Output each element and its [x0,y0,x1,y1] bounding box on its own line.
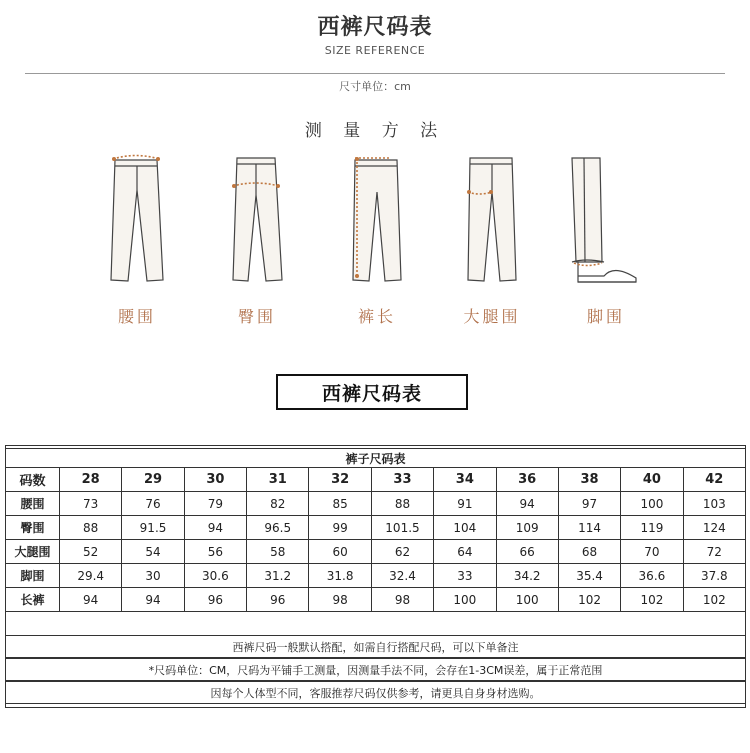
table-cell: 33 [434,564,496,588]
size-header: 32 [309,468,371,492]
table-cell: 97 [558,492,620,516]
table-cell: 31.8 [309,564,371,588]
table-cell: 109 [496,516,558,540]
table-header-row [6,468,746,492]
table-row [6,540,746,564]
figure-label-hip: 臀围 [237,307,276,326]
table-cell: 102 [683,588,745,612]
row-label: 臀围 [6,516,60,540]
size-header: 28 [60,468,122,492]
figure-label-length: 裤长 [357,307,396,326]
table-cell: 68 [558,540,620,564]
table-cell: 101.5 [371,516,433,540]
table-cell: 88 [371,492,433,516]
table-cell: 96.5 [247,516,309,540]
table-cell: 52 [60,540,122,564]
table-cell: 79 [184,492,246,516]
divider [25,73,725,74]
table-cell: 29.4 [60,564,122,588]
table-cell: 31.2 [247,564,309,588]
table-cell: 100 [496,588,558,612]
trousers-waist-icon [87,150,187,300]
table-cell: 96 [184,588,246,612]
table-cell: 88 [60,516,122,540]
table-cell: 35.4 [558,564,620,588]
table-row [6,492,746,516]
table-cell: 30.6 [184,564,246,588]
figure-label-hem: 脚围 [586,307,625,326]
note-line: 西裤尺码一般默认搭配，如需自行搭配尺码，可以下单备注 [5,635,746,658]
size-header: 30 [184,468,246,492]
note-line: 因每个人体型不同，客服推荐尺码仅供参考，请更具自身身材选购。 [5,681,746,704]
table-cell: 82 [247,492,309,516]
table-cell: 104 [434,516,496,540]
table-cell: 36.6 [621,564,683,588]
table-cell: 32.4 [371,564,433,588]
table-cell: 91.5 [122,516,184,540]
table-cell: 100 [621,492,683,516]
trousers-hem-icon [556,150,656,300]
table-cell: 37.8 [683,564,745,588]
size-header: 34 [434,468,496,492]
size-table [5,448,746,612]
trousers-thigh-icon [442,150,542,300]
note-line: *尺码单位：CM，尺码为平铺手工测量，因测量手法不同，会存在1-3CM误差，属于正常范围 [5,658,746,681]
figure-label-waist: 腰围 [117,307,156,326]
row-label: 脚围 [6,564,60,588]
table-cell: 58 [247,540,309,564]
table-cell: 66 [496,540,558,564]
figure-label-thigh: 大腿围 [463,307,521,326]
table-caption: 裤子尺码表 [6,449,746,468]
table-cell: 102 [558,588,620,612]
table-row [6,588,746,612]
table-cell: 73 [60,492,122,516]
table-cell: 30 [122,564,184,588]
table-cell: 119 [621,516,683,540]
size-header: 38 [558,468,620,492]
table-cell: 94 [122,588,184,612]
table-cell: 98 [371,588,433,612]
size-header: 36 [496,468,558,492]
row-label: 大腿围 [6,540,60,564]
table-cell: 94 [496,492,558,516]
table-row [6,516,746,540]
table-cell: 94 [184,516,246,540]
table-cell: 114 [558,516,620,540]
table-cell: 54 [122,540,184,564]
size-header: 33 [371,468,433,492]
table-cell: 100 [434,588,496,612]
table-cell: 72 [683,540,745,564]
table-row [6,564,746,588]
table-cell: 103 [683,492,745,516]
trousers-hip-icon [207,150,307,300]
table-cell: 70 [621,540,683,564]
table-cell: 91 [434,492,496,516]
table-cell: 64 [434,540,496,564]
table-cell: 99 [309,516,371,540]
table-cell: 85 [309,492,371,516]
table-cell: 56 [184,540,246,564]
table-cell: 124 [683,516,745,540]
header-label: 码数 [6,468,60,492]
table-cell: 60 [309,540,371,564]
size-chart-box-title: 西裤尺码表 [276,374,468,410]
table-cell: 34.2 [496,564,558,588]
size-header: 29 [122,468,184,492]
page-title: 西裤尺码表 [317,15,433,40]
row-label: 腰围 [6,492,60,516]
table-cell: 62 [371,540,433,564]
table-cell: 96 [247,588,309,612]
page-subtitle: SIZE REFERENCE [324,44,426,57]
size-header: 31 [247,468,309,492]
table-cell: 76 [122,492,184,516]
table-cell: 94 [60,588,122,612]
trousers-length-icon [327,150,427,300]
table-cell: 98 [309,588,371,612]
size-header: 40 [621,468,683,492]
table-cell: 102 [621,588,683,612]
method-heading: 测 量 方 法 [304,121,446,141]
size-header: 42 [683,468,745,492]
unit-text: 尺寸单位：cm [339,80,411,93]
row-label: 长裤 [6,588,60,612]
